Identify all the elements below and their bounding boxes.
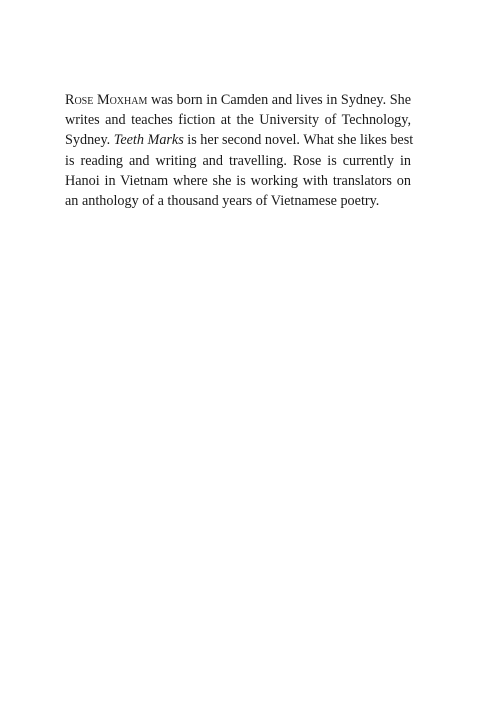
bio-line-3-end: is her second novel. What she likes best: [183, 132, 414, 149]
bio-line-4: is reading and writing and travelling. Rose is currently in: [65, 152, 411, 169]
bio-line-1-text: was born in Camden and lives in Sydney. She: [147, 92, 411, 108]
author-name: Rose Moxham: [65, 92, 148, 108]
author-bio: [65, 90, 414, 211]
bio-line-6: an anthology of a thousand years of Vietnamese poetry.: [65, 193, 380, 210]
bio-line-5: Hanoi in Vietnam where she is working with translators on: [65, 172, 411, 189]
bio-line-1: [65, 90, 411, 110]
bio-line-3: [65, 130, 414, 150]
bio-line-2: writes and teaches fiction at the University of Technology,: [65, 112, 411, 129]
book-title: Teeth Marks: [113, 132, 184, 149]
bio-line-3-start: Sydney.: [65, 132, 114, 149]
